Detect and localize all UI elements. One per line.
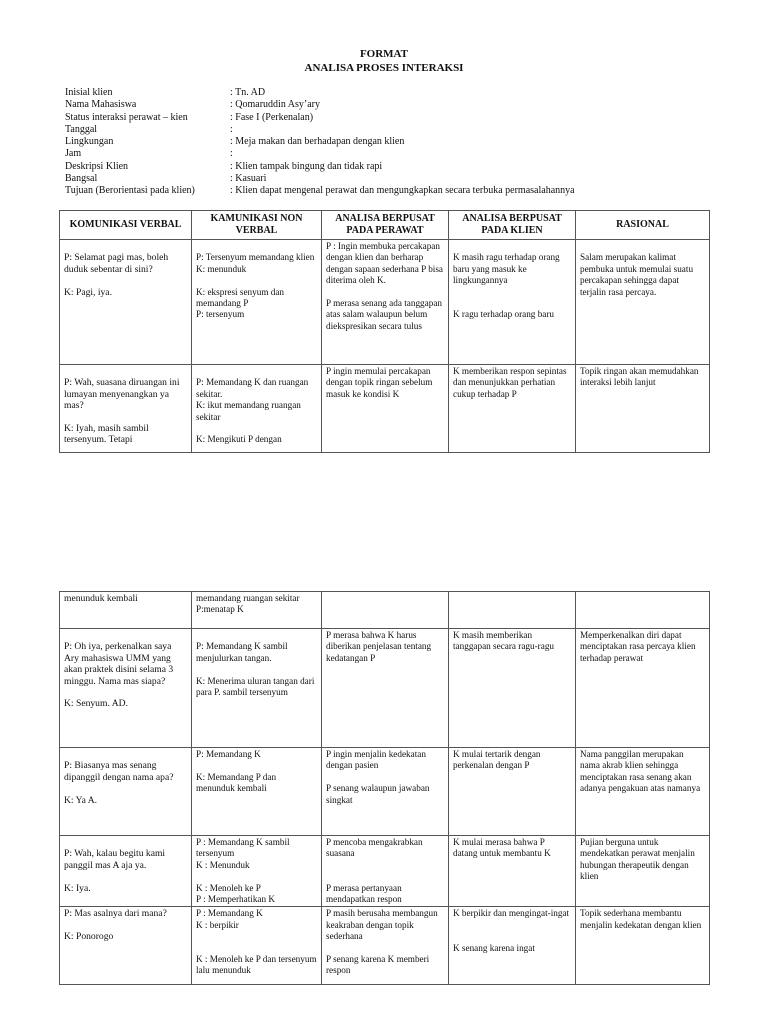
table-cell xyxy=(192,592,322,629)
table-cell xyxy=(60,629,192,748)
column-header: ANALISA BERPUSAT PADA KLIEN xyxy=(449,211,576,240)
table-cell xyxy=(192,365,322,453)
table-cell xyxy=(576,365,710,453)
table-row xyxy=(60,365,710,453)
info-value: : Meja makan dan berhadapan dengan klien xyxy=(230,136,405,148)
table-cell xyxy=(322,907,449,985)
info-value: : Kasuari xyxy=(230,173,267,185)
table-cell xyxy=(449,592,576,629)
table-cell xyxy=(322,748,449,836)
cell-text: Topik ringan akan memudahkan interaksi lebih lanjut xyxy=(580,366,699,388)
info-value: : Tn. AD xyxy=(230,87,266,98)
cell-text: K mulai tertarik dengan perkenalan dengan P xyxy=(453,749,541,771)
table-cell xyxy=(449,629,576,748)
cell-text: P merasa bahwa K harus diberikan penjelasan tentang kedatangan P xyxy=(326,630,432,663)
cell-text: P: Memandang K sambil menjulurkan tangan. K: Menerima uluran tangan dari para P. sambil tersenyum xyxy=(196,641,315,698)
table-cell xyxy=(60,907,192,985)
info-row xyxy=(65,148,575,160)
info-value: : Qomaruddin Asy’ary xyxy=(230,99,320,111)
cell-text: Salam merupakan kalimat pembuka untuk memulai suatu percakapan sehingga dapat terjalin rasa percaya. xyxy=(580,252,694,297)
table-cell xyxy=(322,592,449,629)
cell-text: K memberikan respon sepintas dan menunjukkan perhatian cukup terhadap P xyxy=(453,366,567,399)
table-row xyxy=(60,629,710,748)
document-title-format: FORMAT xyxy=(359,48,409,60)
table-cell xyxy=(449,365,576,453)
table-cell xyxy=(322,240,449,365)
info-value: : Fase I (Perkenalan) xyxy=(230,111,314,123)
info-row xyxy=(65,112,575,124)
cell-text: P: Memandang K K: Memandang P dan menunduk kembali xyxy=(196,749,277,794)
column-header: ANALISA BERPUSAT PADA PERAWAT xyxy=(322,211,449,240)
cell-text: P: Memandang K dan ruangan sekitar. K: ikut memandang ruangan sekitar K: Mengikuti P dengan xyxy=(196,377,309,445)
table-cell xyxy=(576,748,710,836)
info-row xyxy=(65,161,575,173)
column-header: RASIONAL xyxy=(576,211,710,240)
cell-text: Nama panggilan merupakan nama akrab klien sehingga menciptakan rasa senang akan adanya pengakuan atas namanya xyxy=(580,749,701,794)
column-header: KOMUNIKASI VERBAL xyxy=(60,211,192,240)
cell-text: K masih memberikan tanggapan secara ragu-ragu xyxy=(453,630,555,652)
info-label: Lingkungan xyxy=(65,136,114,148)
cell-text: K berpikir dan mengingat-ingat K senang karena ingat xyxy=(453,908,570,953)
cell-text: P: Tersenyum memandang klien K: menunduk K: ekspresi senyum dan memandang P P: tersenyum xyxy=(196,252,315,320)
info-label: Status interaksi perawat – kien xyxy=(65,111,188,123)
table-cell xyxy=(192,907,322,985)
info-label: Inisial klien xyxy=(65,87,113,98)
client-info-block xyxy=(65,87,575,198)
table-row xyxy=(60,592,710,629)
document-title-analysis: ANALISA PROSES INTERAKSI xyxy=(304,62,464,74)
table-cell xyxy=(449,907,576,985)
info-row xyxy=(65,87,575,99)
table-cell xyxy=(192,836,322,907)
cell-text: Memperkenalkan diri dapat menciptakan rasa percaya klien terhadap perawat xyxy=(580,630,696,663)
cell-text: P: Oh iya, perkenalkan saya Ary mahasiswa UMM yang akan praktek disini selama 3 minggu. Nama mas siapa? K: Senyum. AD. xyxy=(64,641,174,710)
info-label: Bangsal xyxy=(65,173,98,185)
table-cell xyxy=(60,365,192,453)
info-row xyxy=(65,99,575,111)
info-value: : Klien dapat mengenal perawat dan mengungkapkan secara terbuka permasalahannya xyxy=(230,185,575,197)
cell-text: P: Wah, suasana diruangan ini lumayan menyenangkan ya mas? K: Iyah, masih sambil tersenyum. Tetapi xyxy=(64,377,180,446)
info-row xyxy=(65,136,575,148)
table-cell xyxy=(60,836,192,907)
cell-text: P : Memandang K K : berpikir K : Menoleh ke P dan tersenyum lalu menunduk xyxy=(196,908,317,976)
table-cell xyxy=(449,748,576,836)
cell-text: P ingin memulai percakapan dengan topik ringan sebelum masuk ke kondisi K xyxy=(326,366,433,399)
column-header: KAMUNIKASI NON VERBAL xyxy=(192,211,322,240)
info-value: : Klien tampak bingung dan tidak rapi xyxy=(230,160,383,172)
table-cell xyxy=(576,592,710,629)
cell-text: P: Selamat pagi mas, boleh duduk sebentar di sini? K: Pagi, iya. xyxy=(64,252,169,298)
table-cell xyxy=(322,365,449,453)
cell-text: K masih ragu terhadap orang baru yang masuk ke lingkungannya K ragu terhadap orang baru xyxy=(453,252,560,320)
cell-text: P masih berusaha membangun keakraban dengan topik sederhana P senang karena K memberi respon xyxy=(326,908,438,976)
table-cell xyxy=(576,907,710,985)
cell-text: P: Biasanya mas senang dipanggil dengan nama apa? K: Ya A. xyxy=(64,760,174,806)
table-cell xyxy=(192,629,322,748)
table-cell xyxy=(192,240,322,365)
info-label: Jam xyxy=(65,148,82,160)
table-cell xyxy=(449,836,576,907)
table-row xyxy=(60,907,710,985)
table-cell xyxy=(60,592,192,629)
table-cell xyxy=(449,240,576,365)
table-cell xyxy=(60,748,192,836)
info-row xyxy=(65,185,575,197)
cell-text: Pujian berguna untuk mendekatkan perawat menjalin hubungan therapeutik dengan klien xyxy=(580,837,695,882)
cell-text: menunduk kembali xyxy=(64,593,138,604)
table-cell xyxy=(192,748,322,836)
cell-text: P mencoba mengakrabkan suasana P merasa pertanyaan mendapatkan respon xyxy=(326,837,423,905)
info-label: Deskripsi Klien xyxy=(65,160,129,172)
info-label: Nama Mahasiswa xyxy=(65,99,137,111)
cell-text: P: Wah, kalau begitu kami panggil mas A aja ya. K: Iya. xyxy=(64,848,166,894)
cell-text: P: Mas asalnya dari mana? K: Ponorogo xyxy=(64,908,167,943)
table-cell xyxy=(576,629,710,748)
cell-text: Topik sederhana membantu menjalin kedekatan dengan klien xyxy=(580,908,702,930)
info-label: Tujuan (Berorientasi pada klien) xyxy=(65,185,195,197)
info-row xyxy=(65,173,575,185)
table-row xyxy=(60,240,710,365)
info-label: Tanggal xyxy=(65,123,98,135)
interaction-table-page2 xyxy=(59,591,710,985)
cell-text: P : Ingin membuka percakapan dengan klien dan berharap dengan sapaan sederhana P bisa diterima oleh K. P merasa senang ada tanggapan atas salam walaupun belum diekspresikan secara tulus xyxy=(326,241,444,331)
interaction-table-page1 xyxy=(59,210,710,453)
table-cell xyxy=(576,240,710,365)
info-row xyxy=(65,124,575,136)
table-header-row xyxy=(60,211,710,240)
table-cell xyxy=(576,836,710,907)
table-row xyxy=(60,836,710,907)
cell-text: K mulai merasa bahwa P datang untuk membantu K xyxy=(453,837,551,859)
info-value: : xyxy=(230,148,233,160)
cell-text: P : Memandang K sambil tersenyum K : Menunduk K : Menoleh ke P P : Memperhatikan K xyxy=(196,837,290,905)
cell-text: memandang ruangan sekitar P:menatap K xyxy=(196,593,300,615)
table-row xyxy=(60,748,710,836)
info-value: : xyxy=(230,123,233,135)
table-cell xyxy=(322,629,449,748)
cell-text: P ingin menjalin kedekatan dengan pasien P senang walaupun jawaban singkat xyxy=(326,749,430,805)
table-cell xyxy=(322,836,449,907)
table-cell xyxy=(60,240,192,365)
